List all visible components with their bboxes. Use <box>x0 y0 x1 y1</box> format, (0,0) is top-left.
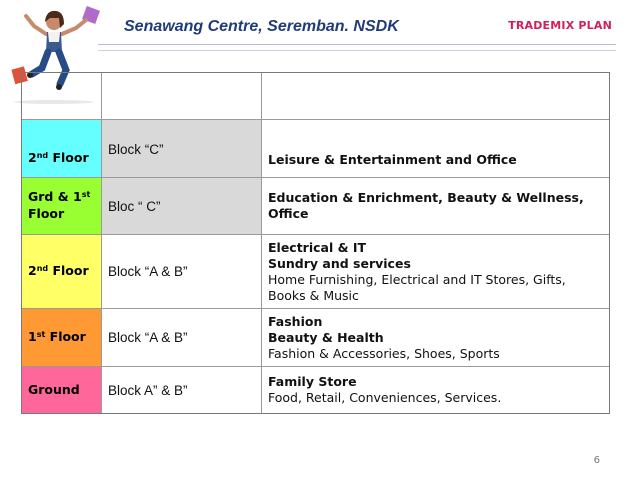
header-cell-trade <box>262 73 609 119</box>
trademix-table <box>21 72 610 414</box>
floor-label: 2nd Floor <box>28 150 89 166</box>
floor-label: 2nd Floor <box>28 263 89 279</box>
block-label: Bloc “ C” <box>108 198 161 214</box>
floor-cell <box>22 120 102 177</box>
trade-line: Sundry and services <box>268 255 411 271</box>
block-label: Block “C” <box>108 142 164 157</box>
table-row <box>22 119 609 177</box>
block-cell <box>102 367 262 413</box>
block-cell <box>102 178 262 234</box>
block-label: Block “A & B” <box>108 330 188 345</box>
table-row <box>22 177 609 234</box>
floor-label: Grd & 1st Floor <box>28 189 91 221</box>
page-number: 6 <box>593 455 600 466</box>
header-cell-block <box>102 73 262 119</box>
floor-cell <box>22 309 102 366</box>
table-row <box>22 234 609 308</box>
header-cell-floor <box>22 73 102 119</box>
trade-cell <box>262 309 609 366</box>
trade-line: Electrical & IT <box>268 239 367 255</box>
header-divider-secondary <box>98 50 616 51</box>
block-cell <box>102 309 262 366</box>
table-header-row <box>22 73 609 119</box>
brand-label: TRADEMIX PLAN <box>508 19 612 32</box>
block-cell <box>102 120 262 177</box>
table-row <box>22 308 609 366</box>
page-title: Senawang Centre, Seremban. NSDK <box>124 18 399 35</box>
trade-line: Fashion & Accessories, Shoes, Sports <box>268 345 500 361</box>
header-divider <box>98 44 616 45</box>
trade-line: Fashion <box>268 313 323 329</box>
trade-cell <box>262 120 609 177</box>
block-label: Block A” & B” <box>108 382 188 398</box>
trade-line: Beauty & Health <box>268 329 384 345</box>
floor-cell <box>22 367 102 413</box>
trade-line: Education & Enrichment, Beauty & Wellness, Office <box>268 190 584 221</box>
trade-line: Food, Retail, Conveniences, Services. <box>268 390 502 405</box>
trade-line: Family Store <box>268 374 357 389</box>
trade-cell <box>262 178 609 234</box>
block-cell <box>102 235 262 308</box>
floor-cell <box>22 235 102 308</box>
trade-cell <box>262 235 609 308</box>
trade-line: Leisure & Entertainment and Office <box>268 152 517 167</box>
trade-line: Home Furnishing, Electrical and IT Stores, Gifts, Books & Music <box>268 271 566 303</box>
floor-cell <box>22 178 102 234</box>
trade-cell <box>262 367 609 413</box>
floor-label: Ground <box>28 381 80 397</box>
table-row <box>22 366 609 413</box>
floor-label: 1st Floor <box>28 329 86 345</box>
block-label: Block “A & B” <box>108 264 188 279</box>
